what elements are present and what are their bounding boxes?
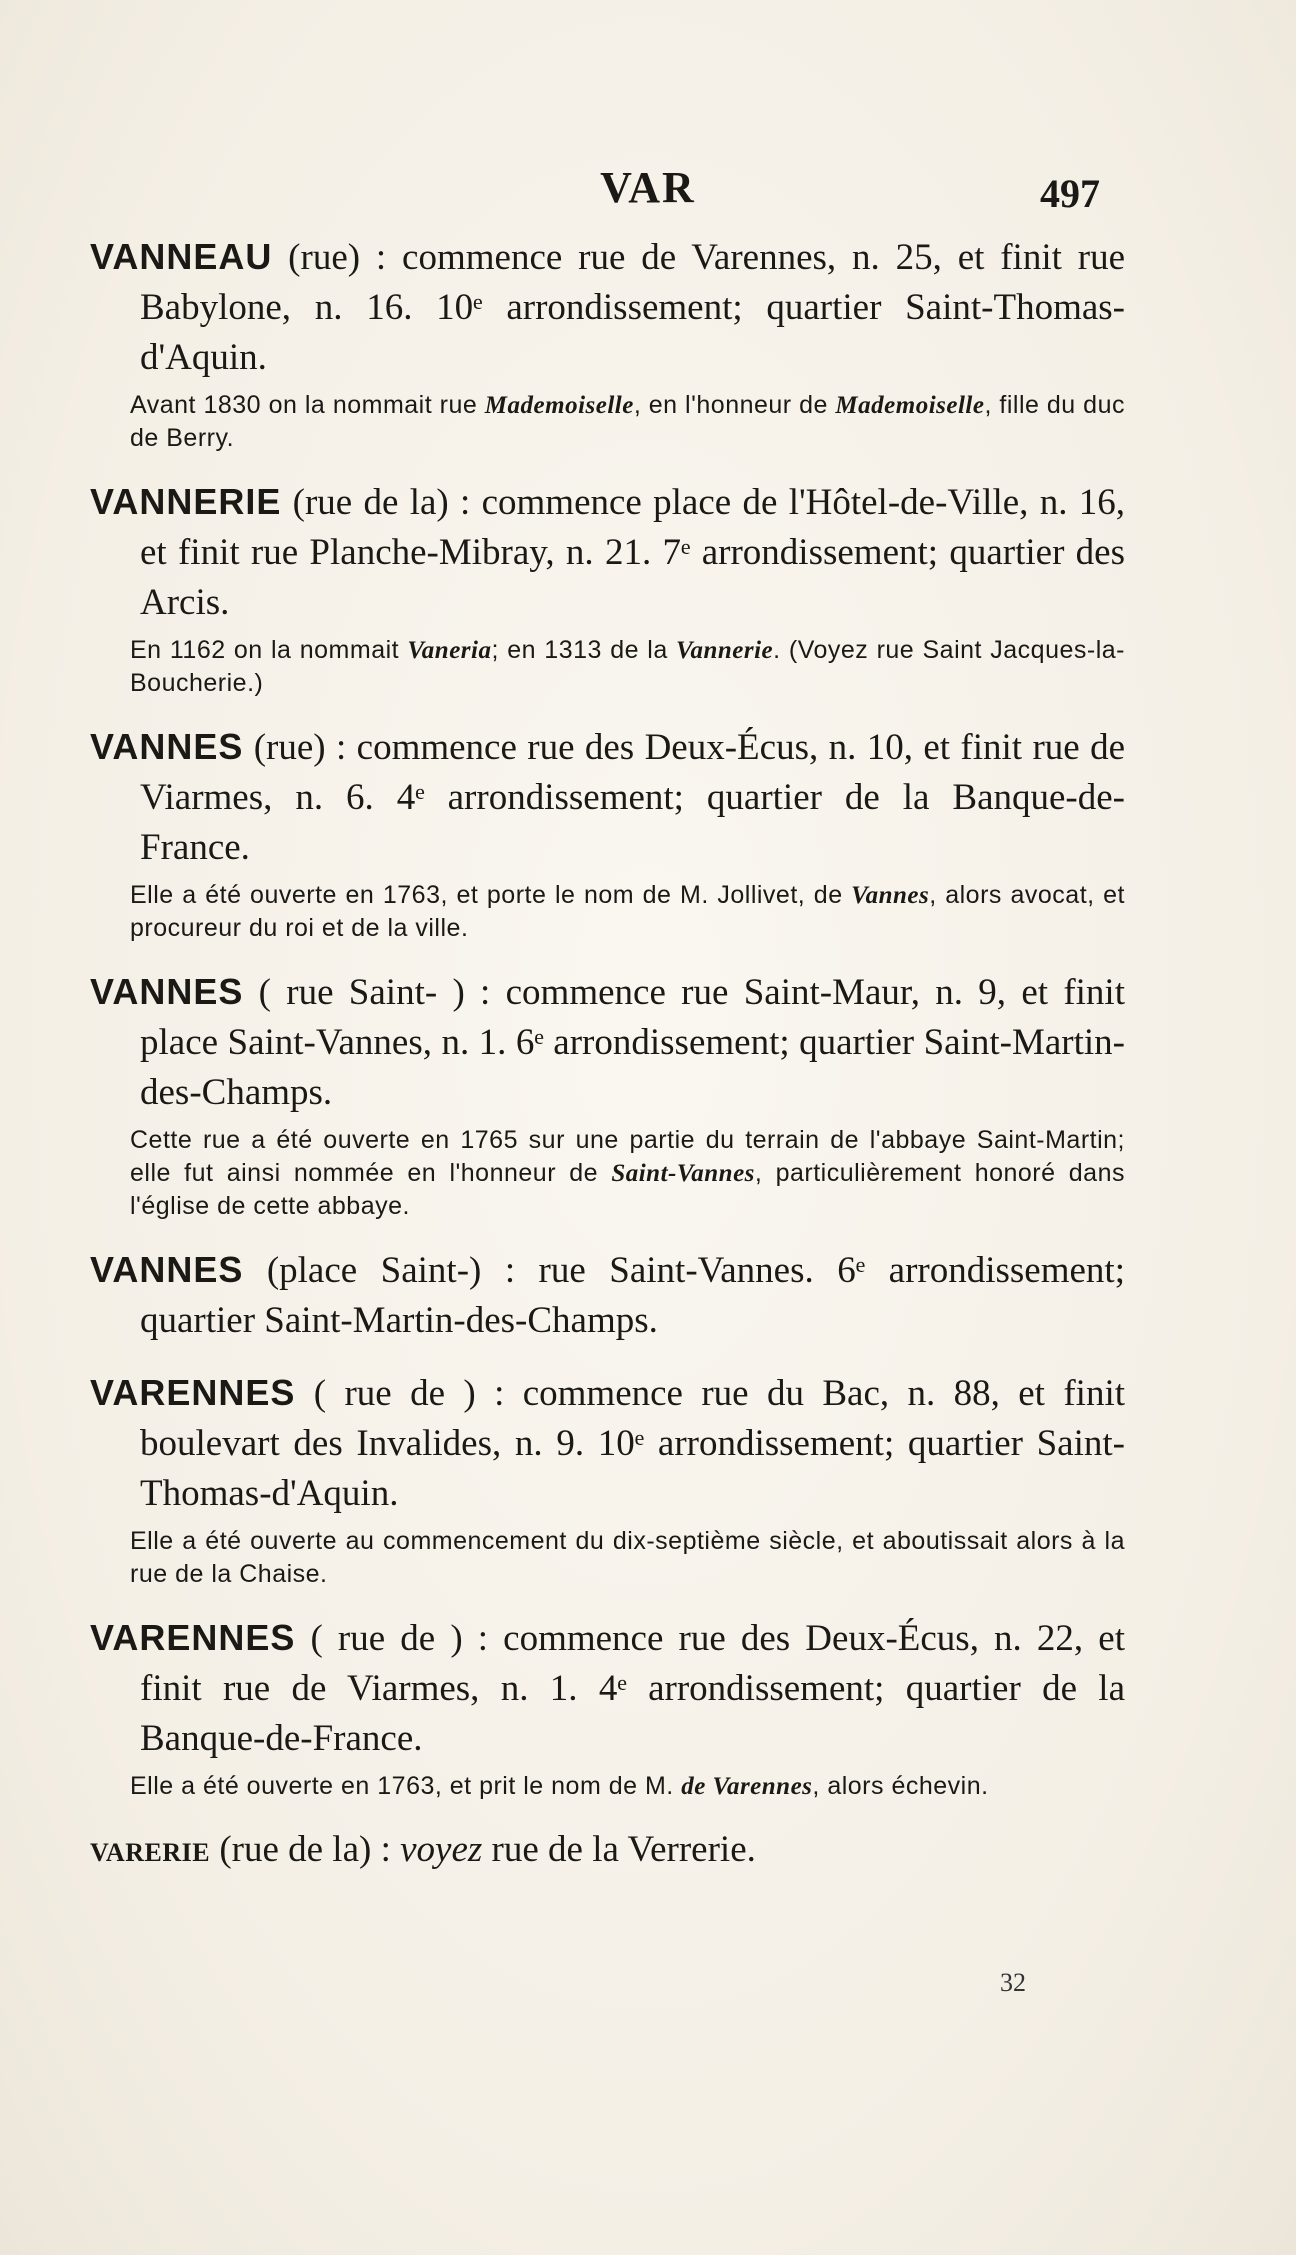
- note-text: Elle a été ouverte en 1763, et porte le nom de M. Jollivet, de: [130, 881, 852, 909]
- entry-head: VARENNES: [90, 1372, 296, 1413]
- note-italic: Mademoiselle: [484, 392, 634, 419]
- entry-main: [90, 1368, 1125, 1519]
- note-text: En 1162 on la nommait: [130, 636, 408, 664]
- note-text: , particulièrement honoré dans l'église de cette abbaye.: [130, 1159, 1125, 1220]
- entry-note: [90, 634, 1125, 700]
- entry-note: [90, 879, 1125, 945]
- entry-head: VANNES: [90, 971, 244, 1012]
- note-italic: Vannes: [851, 882, 930, 909]
- entry-note: [90, 1124, 1125, 1223]
- note-italic: Vaneria: [407, 637, 492, 664]
- entries-column: [90, 232, 1125, 1900]
- entry-main: [90, 1613, 1125, 1764]
- entry-head: VANNES: [90, 726, 244, 767]
- note-italic: Saint-Vannes: [611, 1160, 755, 1187]
- entry: [90, 722, 1125, 945]
- entry-text: (rue de la) : commence place de l'Hôtel-de-Ville, n. 16, et finit rue Planche-Mibray, n. 21. 7ᵉ arrondissement; quartier des Arcis.: [140, 482, 1125, 623]
- note-text: Elle a été ouverte en 1763, et prit le nom de M.: [130, 1772, 682, 1800]
- entry-main: [90, 722, 1125, 873]
- note-text: , alors avocat, et procureur du roi et de la ville.: [130, 881, 1125, 942]
- entry-note: [90, 1525, 1125, 1591]
- note-text: , en l'honneur de: [633, 391, 836, 419]
- entry-main: [90, 232, 1125, 383]
- entry: [90, 1825, 1125, 1878]
- entry-text: (rue) : commence rue des Deux-Écus, n. 10, et finit rue de Viarmes, n. 6. 4ᵉ arrondissement; quartier de la Banque-de-France.: [140, 727, 1125, 868]
- running-header: VAR: [600, 163, 696, 212]
- note-text: , fille du duc de Berry.: [130, 391, 1125, 452]
- note-italic: Mademoiselle: [835, 392, 985, 419]
- entry-head: VANNERIE: [90, 481, 282, 522]
- note-italic: de Varennes: [681, 1773, 813, 1800]
- entry-text: (rue de la) :: [210, 1829, 401, 1870]
- note-text: . (Voyez rue Saint Jacques-la-Boucherie.): [130, 636, 1125, 697]
- note-text: , alors échevin.: [812, 1772, 989, 1800]
- entry-main: [90, 1245, 1125, 1346]
- entry-text: rue de la Verrerie.: [482, 1829, 756, 1870]
- entry-note: [90, 389, 1125, 455]
- entry-head: VANNEAU: [90, 236, 273, 277]
- entry-head: VARENNES: [90, 1617, 296, 1658]
- entry-note: [90, 1770, 1125, 1803]
- entry: [90, 1368, 1125, 1591]
- entry: [90, 477, 1125, 700]
- entry: [90, 1245, 1125, 1346]
- note-text: Cette rue a été ouverte en 1765 sur une partie du terrain de l'abbaye Saint-Martin; elle fut ainsi nommée en l'honneur de: [130, 1126, 1125, 1187]
- entry-text: (place Saint-) : rue Saint-Vannes. 6ᵉ arrondissement; quartier Saint-Martin-des-Champs.: [140, 1250, 1125, 1341]
- page-number: 497: [1040, 171, 1100, 216]
- entry: [90, 232, 1125, 455]
- entry-head: VANNES: [90, 1249, 244, 1290]
- entry-italic: voyez: [400, 1829, 483, 1870]
- entry: [90, 1613, 1125, 1803]
- note-text: ; en 1313 de la: [491, 636, 677, 664]
- note-text: Elle a été ouverte au commencement du dix-septième siècle, et aboutissait alors à la rue de la Chaise.: [130, 1527, 1125, 1588]
- entry-main: [90, 477, 1125, 628]
- entry-main: [90, 967, 1125, 1118]
- entry-main: [90, 1825, 1125, 1878]
- entry-head: VARERIE: [90, 1838, 211, 1867]
- entry-text: ( rue Saint- ) : commence rue Saint-Maur, n. 9, et finit place Saint-Vannes, n. 1. 6ᵉ arrondissement; quartier Saint-Martin-des-Champs.: [140, 972, 1125, 1113]
- entry: [90, 967, 1125, 1223]
- signature-mark: 32: [1000, 1968, 1026, 1997]
- entry-text: ( rue de ) : commence rue du Bac, n. 88, et finit boulevart des Invalides, n. 9. 10ᵉ arrondissement; quartier Saint-Thomas-d'Aquin.: [140, 1373, 1125, 1514]
- note-italic: Vannerie: [676, 637, 774, 664]
- entry-text: (rue) : commence rue de Varennes, n. 25, et finit rue Babylone, n. 16. 10ᵉ arrondissement; quartier Saint-Thomas-d'Aquin.: [140, 237, 1125, 378]
- entry-text: ( rue de ) : commence rue des Deux-Écus, n. 22, et finit rue de Viarmes, n. 1. 4ᵉ arrondissement; quartier de la Banque-de-France.: [140, 1618, 1125, 1759]
- note-text: Avant 1830 on la nommait rue: [130, 391, 485, 419]
